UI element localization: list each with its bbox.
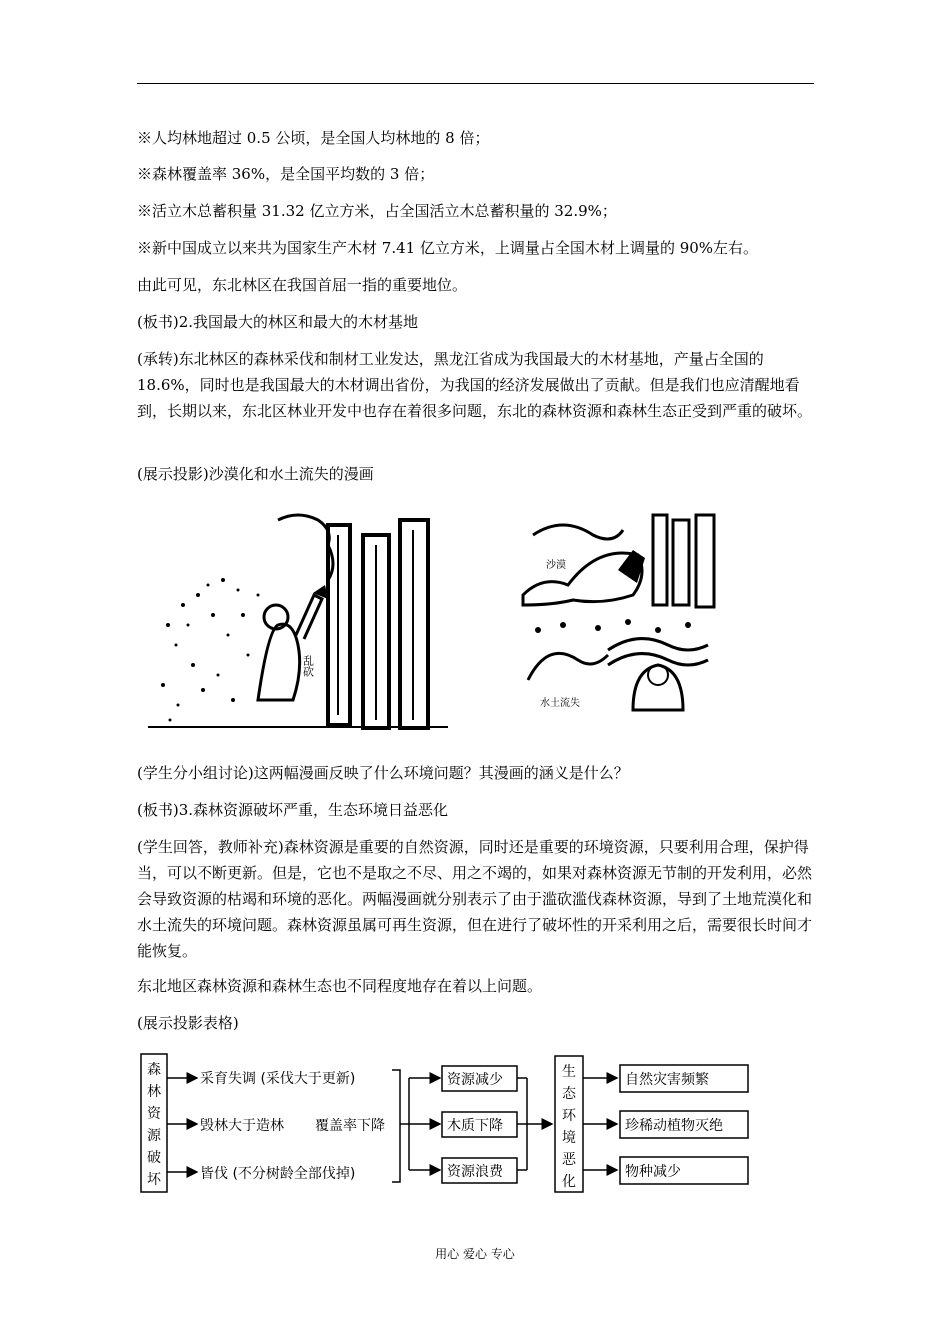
box-forest-damage-label: 森林资源破坏 <box>147 1062 161 1188</box>
middle-1: 资源减少 <box>447 1072 503 1088</box>
paragraph-discussion: (学生分小组讨论)这两幅漫画反映了什么环境问题？其漫画的涵义是什么？ <box>137 764 629 782</box>
heading-board-3: (板书)3.森林资源破坏严重，生态环境日益恶化 <box>137 801 449 819</box>
cartoon-right-label-erosion: 水土流失 <box>540 698 580 709</box>
paragraph-timber: ※新中国成立以来共为国家生产木材 7.41 亿立方米，上调量占全国木材上调量的 90%左右。 <box>137 239 759 257</box>
page-footer: 用心 爱心 专心 <box>435 1247 515 1261</box>
cartoon-erosion <box>518 510 723 720</box>
paragraph-answer: (学生回答，教师补充)森林资源是重要的自然资源，同时还是重要的环境资源，只要利用合理，保护得当，可以不断更新。但是，它也不是取之不尽、用之不竭的，如果对森林资源无节制的开发利用，必然会导致资源的枯竭和环境的恶化。两幅漫画就分别表示了由于滥砍滥伐森林资源，导到了土地荒漠化和水土流失的环境问题。森林资源虽属可再生资源，但在进行了破坏性的开采利用之后，需要很长时间才能恢复。 <box>137 838 813 960</box>
result-2: 珍稀动植物灭绝 <box>625 1118 723 1134</box>
box-eco-worsen-label: 生态环境恶化 <box>562 1064 576 1190</box>
paragraph-coverage: ※森林覆盖率 36%，是全国平均数的 3 倍； <box>137 165 435 183</box>
paragraph-stock: ※活立木总蓄积量 31.32 亿立方米，占全国活立木总蓄积量的 32.9%； <box>137 202 617 220</box>
cause-2-extra: 覆盖率下降 <box>315 1118 385 1134</box>
middle-3: 资源浪费 <box>447 1164 503 1180</box>
result-1: 自然灾害频繁 <box>625 1072 709 1088</box>
flow-diagram <box>137 1048 767 1198</box>
cartoon-logging <box>148 505 448 730</box>
header-rule <box>137 83 814 84</box>
cause-1: 采育失调 (采伐大于更新) <box>200 1071 356 1087</box>
middle-2: 木质下降 <box>447 1118 503 1134</box>
paragraph-forest-area: ※人均林地超过 0.5 公顷，是全国人均林地的 8 倍； <box>137 129 490 147</box>
cartoon-right-label-desert: 沙漠 <box>546 560 566 571</box>
cartoon-left-label: 乱砍 <box>301 655 315 677</box>
cause-2: 毁林大于造林 <box>200 1118 284 1134</box>
paragraph-northeast-problem: 东北地区森林资源和森林生态也不同程度地存在着以上问题。 <box>137 977 543 995</box>
heading-board-2: (板书)2.我国最大的林区和最大的木材基地 <box>137 313 419 331</box>
result-3: 物种减少 <box>625 1164 681 1180</box>
paragraph-transition: (承转)东北林区的森林采伐和制材工业发达，黑龙江省成为我国最大的木材基地，产量占全国的 18.6%，同时也是我国最大的木材调出省份，为我国的经济发展做出了贡献。但是我们也应清醒地看到，长期以来，东北区林业开发中也存在着很多问题，东北的森林资源和森林生态正受到严重的破坏。 <box>137 350 813 420</box>
paragraph-show-table: (展示投影表格) <box>137 1014 239 1032</box>
paragraph-conclusion: 由此可见，东北林区在我国首屈一指的重要地位。 <box>137 276 468 294</box>
paragraph-show-cartoon: (展示投影)沙漠化和水土流失的漫画 <box>137 465 374 483</box>
cause-3: 皆伐 (不分树龄全部伐掉) <box>200 1166 356 1182</box>
